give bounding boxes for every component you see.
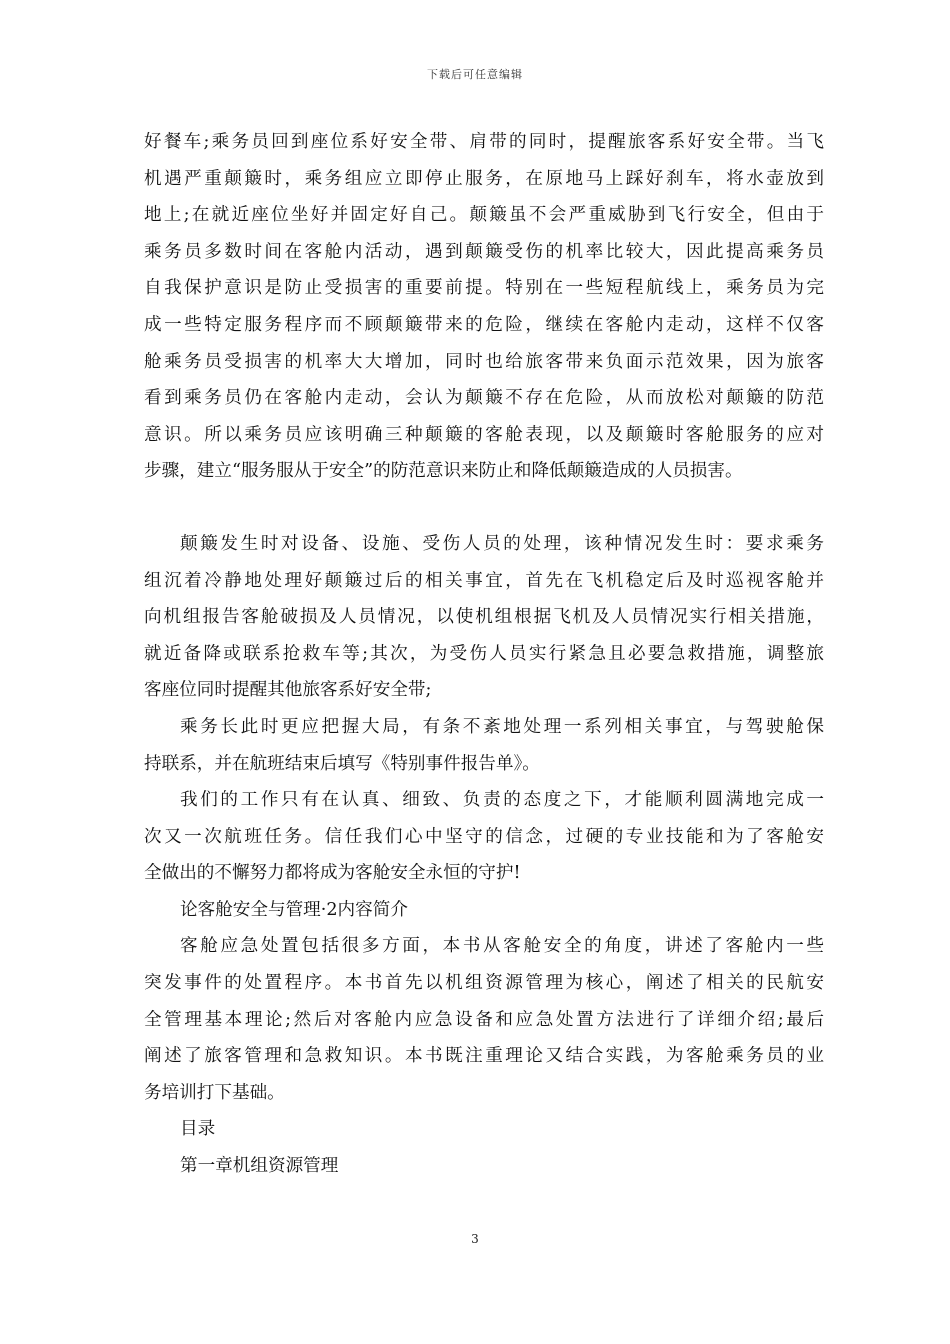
text-line: 我们的工作只有在认真、细致、负责的态度之下，才能顺利圆满地完成一 bbox=[180, 790, 824, 811]
text-line: 自我保护意识是防止受损害的重要前提。特别在一些短程航线上，乘务员为完 bbox=[144, 278, 824, 299]
paragraph-spacer bbox=[144, 490, 824, 526]
text-line: 组沉着冷静地处理好颠簸过后的相关事宜，首先在飞机稳定后及时巡视客舱并 bbox=[144, 570, 824, 591]
text-line: 向机组报告客舱破损及人员情况，以使机组根据飞机及人员情况实行相关措施， bbox=[144, 607, 824, 628]
toc-heading-block bbox=[144, 1111, 824, 1148]
text-line: 好餐车;乘务员回到座位系好安全带、肩带的同时，提醒旅客系好安全带。当飞 bbox=[144, 132, 824, 152]
text-line: 乘务员多数时间在客舱内活动，遇到颠簸受伤的机率比较大，因此提高乘务员 bbox=[144, 241, 824, 262]
text-line: 看到乘务员仍在客舱内走动，会认为颠簸不存在危险，从而放松对颠簸的防范 bbox=[144, 388, 824, 409]
text-line: 就近备降或联系抢救车等;其次，为受伤人员实行紧急且必要急救措施，调整旅 bbox=[144, 643, 824, 664]
paragraph-post-turbulence-handling bbox=[144, 526, 824, 709]
section-heading: 论客舱安全与管理·2内容简介 bbox=[180, 899, 408, 920]
text-line: 全管理基本理论;然后对客舱内应急设备和应急处置方法进行了详细介绍;最后 bbox=[144, 1009, 824, 1030]
text-line: 阐述了旅客管理和急救知识。本书既注重理论又结合实践，为客舱乘务员的业 bbox=[144, 1046, 824, 1067]
paragraph-book-summary bbox=[144, 928, 824, 1111]
page-header: 下载后可任意编辑 bbox=[427, 68, 523, 81]
text-line: 舱乘务员受损害的机率大大增加，同时也给旅客带来负面示范效果，因为旅客 bbox=[144, 351, 824, 372]
text-line: 成一些特定服务程序而不顾颠簸带来的危险，继续在客舱内走动，这样不仅客 bbox=[144, 314, 824, 335]
text-line: 客舱应急处置包括很多方面，本书从客舱安全的角度，讲述了客舱内一些 bbox=[180, 936, 824, 957]
text-line: 突发事件的处置程序。本书首先以机组资源管理为核心，阐述了相关的民航安 bbox=[144, 973, 824, 994]
text-line: 客座位同时提醒其他旅客系好安全带; bbox=[144, 680, 432, 701]
section-heading-summary bbox=[144, 892, 824, 929]
toc-heading: 目录 bbox=[180, 1119, 216, 1140]
paragraph-turbulence-safety bbox=[144, 124, 824, 490]
text-line: 务培训打下基础。 bbox=[144, 1082, 285, 1103]
paragraph-closing-statement bbox=[144, 782, 824, 892]
paragraph-purser-duties bbox=[144, 709, 824, 782]
text-line: 次又一次航班任务。信任我们心中坚守的信念，过硬的专业技能和为了客舱安 bbox=[144, 826, 824, 847]
toc-entry: 第一章机组资源管理 bbox=[180, 1156, 339, 1177]
toc-entry-block bbox=[144, 1148, 824, 1185]
document-body bbox=[144, 124, 824, 1185]
page-number: 3 bbox=[471, 1232, 479, 1246]
text-line: 步骤，建立“服务服从于安全”的防范意识来防止和降低颠簸造成的人员损害。 bbox=[144, 461, 743, 482]
text-line: 乘务长此时更应把握大局，有条不紊地处理一系列相关事宜，与驾驶舱保 bbox=[180, 716, 824, 737]
text-line: 持联系，并在航班结束后填写《特别事件报告单》。 bbox=[144, 753, 540, 774]
text-line: 机遇严重颠簸时，乘务组应立即停止服务，在原地马上踩好刹车，将水壶放到 bbox=[144, 168, 824, 189]
text-line: 全做出的不懈努力都将成为客舱安全永恒的守护! bbox=[144, 863, 521, 884]
text-line: 颠簸发生时对设备、设施、受伤人员的处理，该种情况发生时：要求乘务 bbox=[180, 533, 824, 554]
text-line: 地上;在就近座位坐好并固定好自己。颠簸虽不会严重威胁到飞行安全，但由于 bbox=[144, 205, 824, 226]
text-line: 意识。所以乘务员应该明确三种颠簸的客舱表现，以及颠簸时客舱服务的应对 bbox=[144, 424, 824, 445]
